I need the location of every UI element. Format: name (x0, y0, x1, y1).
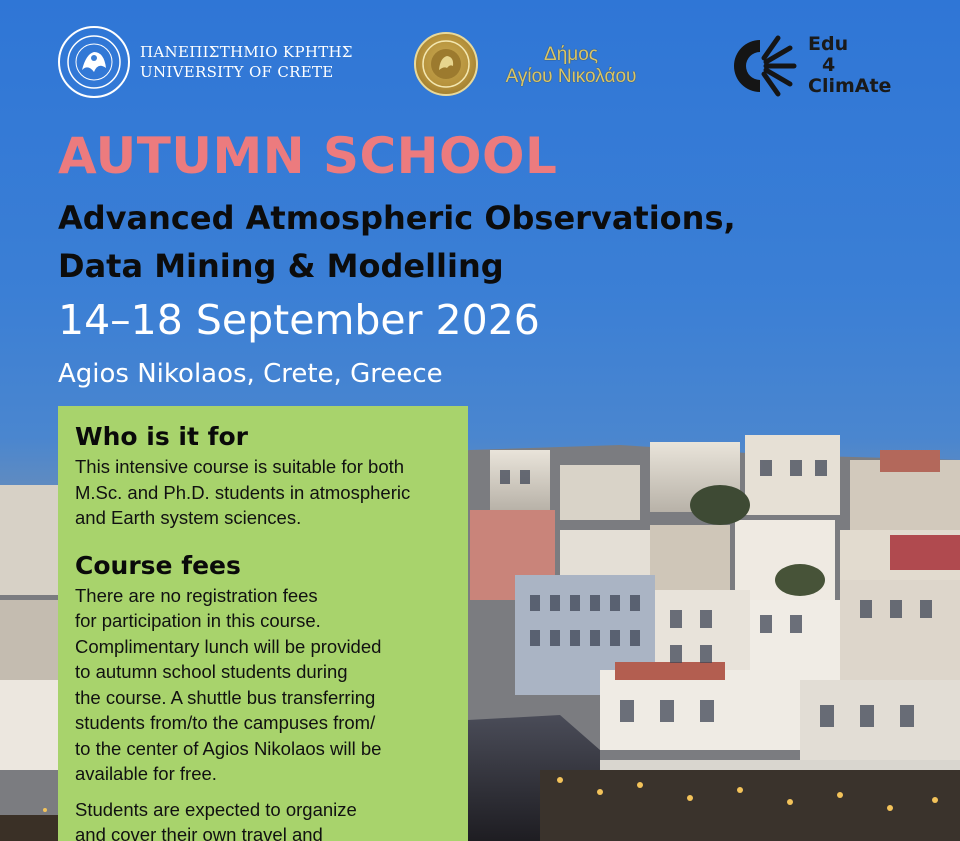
info-panel (58, 406, 468, 841)
municipality-name (486, 44, 656, 88)
municipality-name-line1: Δήμος (544, 44, 598, 65)
event-title-line1: Advanced Atmospheric Observations, (58, 199, 736, 237)
fees-body-line: available for free. (75, 763, 217, 784)
event-title-line2: Data Mining & Modelling (58, 247, 504, 285)
travel-body-line: and cover their own travel and (75, 824, 323, 841)
event-location: Agios Nikolaos, Crete, Greece (58, 359, 443, 389)
who-body-line: This intensive course is suitable for both (75, 456, 405, 477)
fees-body-line: to the center of Agios Nikolaos will be (75, 737, 382, 759)
fees-body-line: the course. A shuttle bus transferring (75, 686, 376, 708)
municipality-name-line2: Αγίου Νικολάου (505, 66, 637, 87)
edu4climate-line2: 4 (822, 54, 836, 76)
fees-body-line: There are no registration fees (75, 584, 318, 606)
edu4climate-logo-icon (720, 32, 800, 100)
edu4climate-line3: ClimAte (808, 75, 892, 97)
fees-heading: Course fees (75, 550, 241, 580)
university-name-english: UNIVERSITY OF CRETE (140, 63, 334, 81)
event-title (58, 194, 938, 290)
event-kicker: AUTUMN SCHOOL (58, 127, 558, 185)
who-body-line: M.Sc. and Ph.D. students in atmospheric (75, 481, 411, 503)
fees-body-line: students from/to the campuses from/ (75, 712, 376, 733)
fees-body-line: Complimentary lunch will be provided (75, 635, 382, 657)
event-dates: 14–18 September 2026 (58, 296, 540, 344)
who-heading: Who is it for (75, 422, 249, 451)
university-seal-icon (58, 26, 130, 98)
who-body-line: and Earth system sciences. (75, 507, 302, 528)
university-name-greek: ΠΑΝΕΠΙΣΤΗΜΙΟ ΚΡΗΤΗΣ (140, 43, 353, 61)
fees-body-line: for participation in this course. (75, 610, 321, 631)
travel-body-line: Students are expected to organize (75, 798, 357, 820)
municipality-seal-icon (414, 32, 478, 96)
logo-bar (0, 0, 960, 110)
fees-body-line: to autumn school students during (75, 661, 348, 682)
edu4climate-line1: Edu (808, 33, 849, 55)
edu4climate-name (808, 34, 891, 97)
university-name (140, 42, 353, 82)
